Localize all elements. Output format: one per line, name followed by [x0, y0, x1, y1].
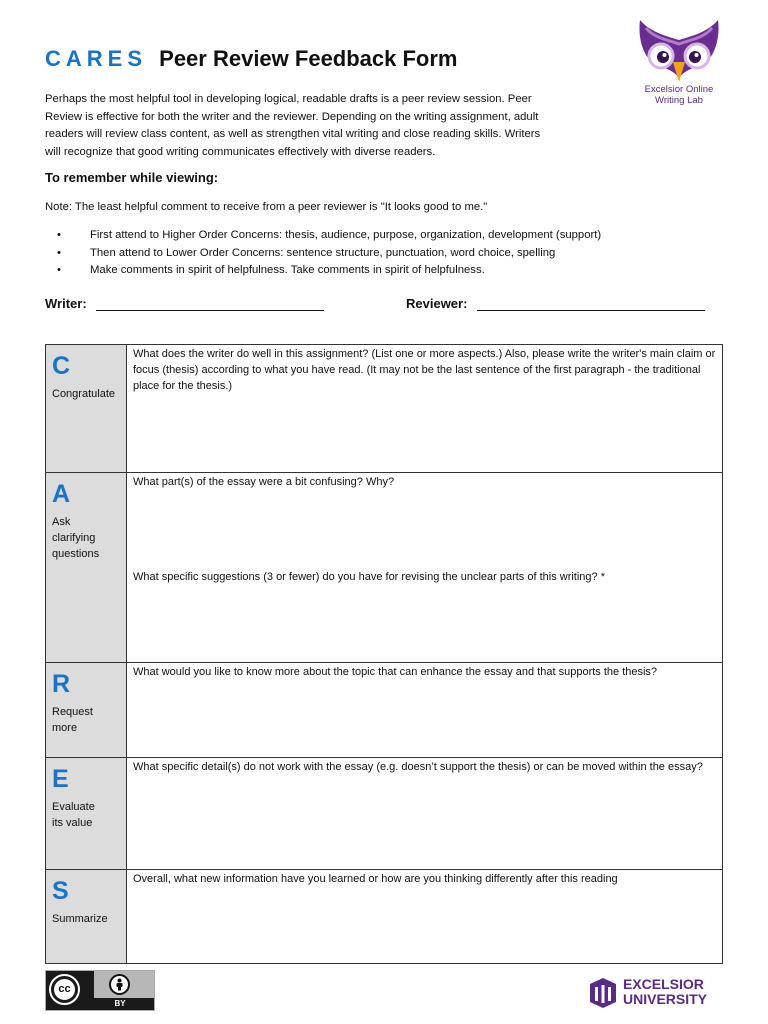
list-item-text: Then attend to Lower Order Concerns: sentence structure, punctuation, word choice, spelling	[90, 246, 556, 259]
guideline-list	[45, 227, 601, 280]
list-item	[45, 227, 601, 245]
response-area[interactable]	[127, 345, 722, 472]
row-congratulate	[46, 345, 722, 472]
writer-field	[45, 296, 324, 311]
letter-cell	[46, 758, 127, 869]
cc-by-license-badge[interactable]	[45, 970, 155, 1011]
row-word: Evaluate its value	[52, 801, 95, 829]
logo-caption: Excelsior Online Writing Lab	[644, 84, 714, 106]
row-word: Request more	[52, 706, 93, 734]
row-evaluate	[46, 757, 722, 869]
row-letter: C	[52, 352, 71, 380]
list-item-text: First attend to Higher Order Concerns: thesis, audience, purpose, organization, development (support)	[90, 229, 602, 241]
row-word: Summarize	[52, 913, 108, 925]
cc-icon: cc	[51, 976, 78, 1003]
owl-logo	[636, 18, 722, 110]
response-area[interactable]	[127, 663, 722, 757]
university-emblem-icon	[588, 976, 618, 1008]
row-request	[46, 662, 722, 757]
row-word: Congratulate	[52, 388, 115, 400]
list-item	[45, 245, 601, 263]
letter-cell	[46, 473, 127, 662]
response-area[interactable]	[127, 870, 722, 963]
list-item	[45, 262, 601, 280]
row-prompt: What does the writer do well in this assignment? (List one or more aspects.) Also, please write the writer's main claim or focus (thesis) according to what you have read. (It may not be the last sentence of the first paragraph - the traditional place for the thesis.)	[133, 348, 716, 392]
row-prompt: What part(s) of the essay were a bit confusing? Why?	[133, 476, 395, 488]
row-letter: E	[52, 765, 69, 793]
row-prompt: What specific detail(s) do not work with the essay (e.g. doesn’t support the thesis) or can be moved within the essay?	[133, 761, 703, 773]
intro-paragraph: Perhaps the most helpful tool in developing logical, readable drafts is a peer review session. Peer Review is effective for both the writer and the reviewer. Depending on the writing assignment, adult readers will review class content, as well as strengthen vital writing and close reading skills. Writers will recognize that good writing communicates effectively with diverse readers.	[45, 93, 541, 158]
title-acronym: CARES	[45, 46, 148, 71]
page-title	[45, 46, 458, 72]
bullet-icon: •	[57, 264, 61, 276]
response-area[interactable]	[127, 758, 722, 869]
by-label: BY	[114, 999, 126, 1008]
bullet-icon: •	[57, 229, 61, 241]
letter-cell	[46, 345, 127, 472]
university-name: EXCELSIOR UNIVERSITY	[623, 976, 708, 1007]
letter-cell	[46, 663, 127, 757]
cares-form-table	[45, 344, 723, 964]
response-area[interactable]	[127, 473, 722, 662]
row-prompt-secondary: What specific suggestions (3 or fewer) do you have for revising the unclear parts of this writing? *	[133, 571, 606, 583]
row-ask	[46, 472, 722, 662]
reviewer-field	[406, 296, 705, 311]
row-summarize	[46, 869, 722, 963]
reviewer-label: Reviewer:	[406, 296, 468, 311]
reviewer-input-line[interactable]	[477, 298, 705, 311]
row-word: Ask clarifying questions	[52, 516, 100, 560]
bullet-icon: •	[57, 246, 61, 259]
row-prompt: What would you like to know more about the topic that can enhance the essay and that supports the thesis?	[133, 666, 658, 678]
excelsior-university-logo	[588, 976, 724, 1010]
list-item-text: Make comments in spirit of helpfulness. Take comments in spirit of helpfulness.	[90, 264, 485, 276]
owl-icon	[636, 18, 722, 84]
row-letter: A	[52, 480, 71, 508]
remember-heading: To remember while viewing:	[45, 170, 219, 185]
row-prompt: Overall, what new information have you learned or how are you thinking differently after this reading	[133, 873, 618, 885]
title-text: Peer Review Feedback Form	[159, 46, 458, 71]
letter-cell	[46, 870, 127, 963]
attribution-person-icon	[109, 974, 130, 995]
writer-input-line[interactable]	[96, 298, 324, 311]
row-letter: S	[52, 877, 69, 905]
writer-label: Writer:	[45, 296, 87, 311]
row-letter: R	[52, 670, 71, 698]
note-text: Note: The least helpful comment to receive from a peer reviewer is "It looks good to me."	[45, 201, 488, 213]
